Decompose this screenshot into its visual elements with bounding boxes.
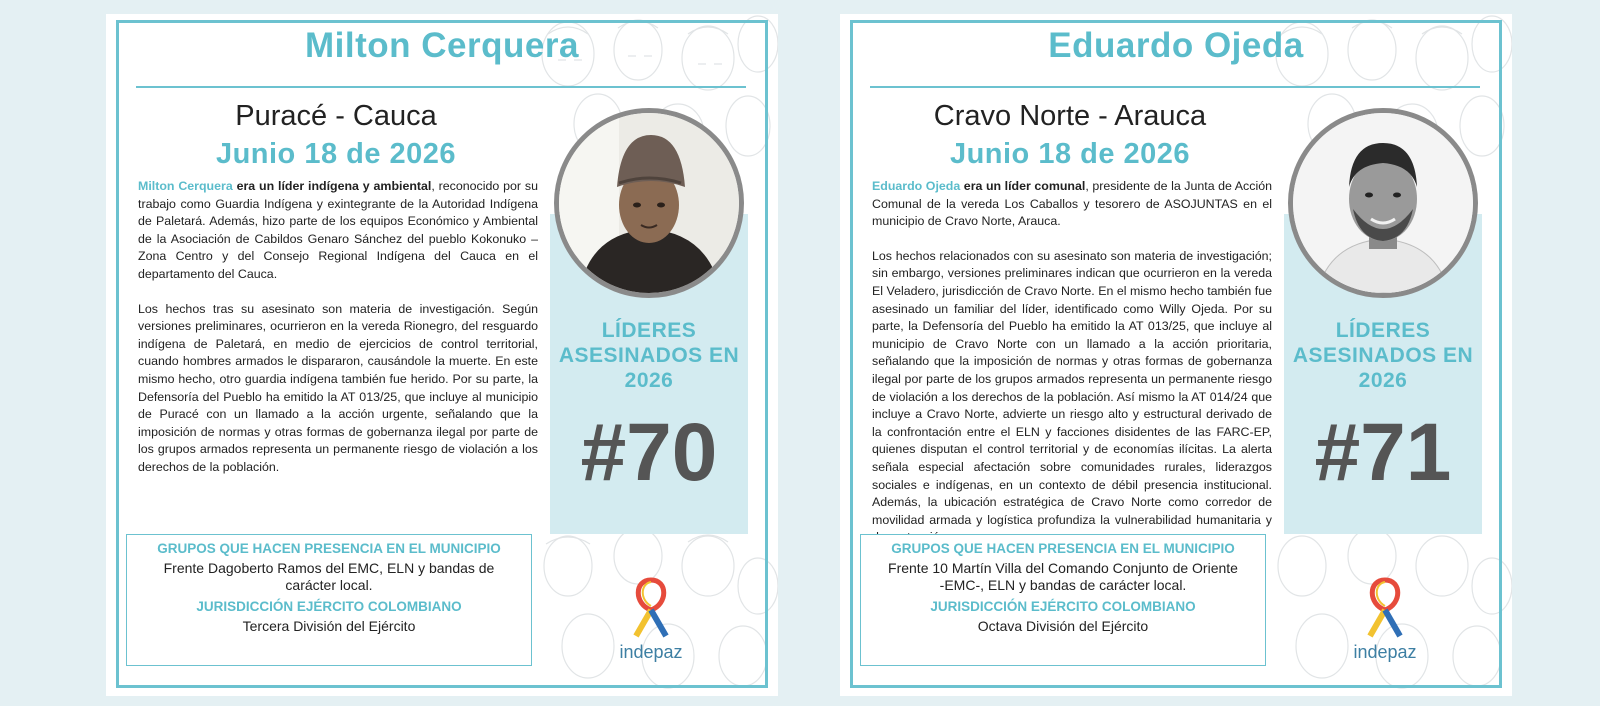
intro-name: Eduardo Ojeda [872,179,961,193]
intro-role: era un líder comunal [960,179,1086,193]
leader-count: #71 [1314,407,1452,498]
portrait-illustration [559,113,739,293]
leader-card-1 [106,14,778,696]
paragraph-facts: Los hechos relacionados con su asesinato son materia de investigación; sin embargo, versiones preliminares indican que ocurrieron en la vereda El Veladero, jurisdicción de Cravo Norte. En el mismo hecho también fue asesinado un familiar del líder, identificado como Willy Ojeda. Por su parte, la Defensoría del Pueblo ha emitido la AT 013/25, que incluye al municipio de Cravo Norte con un llamado a la acción prioritaria, señalando que la imposición de normas y otras formas de gobernanza ilegal por parte de los grupos armados representa un permanente riesgo de violación a los derechos de la población. Así mismo la AT 014/24 que incluye a Cravo Norte, advierte un riesgo alto y estructural derivado de la confrontación entre el ELN y facciones disidentes de las FARC-EP, quienes disputan el control territorial y de economías ilícitas. La alerta señala especial afectación sobre comunidades rurales, liderazgos sociales e indígenas, en un contexto de débil presencia institucional. Además, la ubicación estratégica de Cravo Norte como corredor de movilidad armada y logística profundiza la vulnerabilidad humanitaria y [872,248,1272,527]
indepaz-logo [1340,574,1430,674]
leader-card-2 [840,14,1512,696]
groups-heading: GRUPOS QUE HACEN PRESENCIA EN EL MUNICIPIO [157,541,501,556]
paragraph-facts: Los hechos tras su asesinato son materia de investigación. Según versiones preliminares, ocurrieron en la vereda Rionegro, del resguardo indígena de Paletará, en medio de ejercicios de control territorial, cuando hombres armados le dispararon, causándole la muerte. En este mismo hecho, otro guardia indígena también fue herido. Por su parte, la Defensoría del Pueblo ha emitido la AT 013/25, que incluye al municipio de Puracé con un llamado a la acción urgente, señalando que la imposición de normas y otras formas de gobernanza ilegal por parte de los grupos armados representa un permanente riesgo de violación a los derechos de la población. [138,301,538,474]
portrait-illustration [1293,113,1473,293]
divider [136,86,746,88]
leader-count: #70 [580,407,718,498]
portrait-photo [1288,108,1478,298]
description [872,178,1272,547]
intro-text: , presidente de la Junta de Acción Comunal de la vereda Los Caballos y tesorero de ASOJUNTAS en el municipio de Cravo Norte, Arauca. [872,179,1272,229]
date: Junio 18 de 2026 [949,138,1191,170]
jurisdiction-heading: JURISDICCIÓN EJÉRCITO COLOMBIANO [196,599,462,614]
ribbon-logo-icon [628,574,674,640]
ribbon-logo-icon [1362,574,1408,640]
jurisdiction-heading: JURISDICCIÓN EJÉRCITO COLOMBIANO [930,599,1196,614]
leader-name: Milton Cerquera [305,26,579,65]
info-box [126,534,532,666]
side-title: LÍDERES ASESINADOS EN 2026 [558,319,740,392]
logo-text: indepaz [1353,642,1417,662]
date: Junio 18 de 2026 [215,138,457,170]
groups-heading: GRUPOS QUE HACEN PRESENCIA EN EL MUNICIPIO [891,541,1235,556]
intro-name: Milton Cerquera [138,179,233,193]
intro-role: era un líder indígena y ambiental [232,179,432,193]
location: Puracé - Cauca [235,100,437,132]
description [138,178,538,477]
info-box [860,534,1266,666]
location: Cravo Norte - Arauca [933,100,1207,132]
paragraph-intro [872,178,1272,231]
intro-text: , reconocido por su trabajo como Guardia Indígena y exintegrante de la Autoridad Indígena de Paletará. Además, hizo parte de los equipos Económico y Ambiental de la Asociación de Cabildos Genaro Sánchez del pueblo Kokonuko – Zona Centro y del Consejo Regional Indígena del Cauca en el departamento del Cauca. [138,179,538,281]
leader-name: Eduardo Ojeda [1048,26,1304,65]
jurisdiction-text: Octava División del Ejército [977,618,1149,634]
indepaz-logo [606,574,696,674]
groups-text: Frente 10 Martín Villa del Comando Conjunto de Oriente -EMC-, ELN y bandas de carácter local. [888,560,1238,593]
jurisdiction-text: Tercera División del Ejército [242,618,416,634]
paragraph-intro [138,178,538,284]
groups-text: Frente Dagoberto Ramos del EMC, ELN y bandas de carácter local. [163,560,495,593]
divider [870,86,1480,88]
logo-text: indepaz [619,642,683,662]
portrait-photo [554,108,744,298]
side-title: LÍDERES ASESINADOS EN 2026 [1292,319,1474,392]
